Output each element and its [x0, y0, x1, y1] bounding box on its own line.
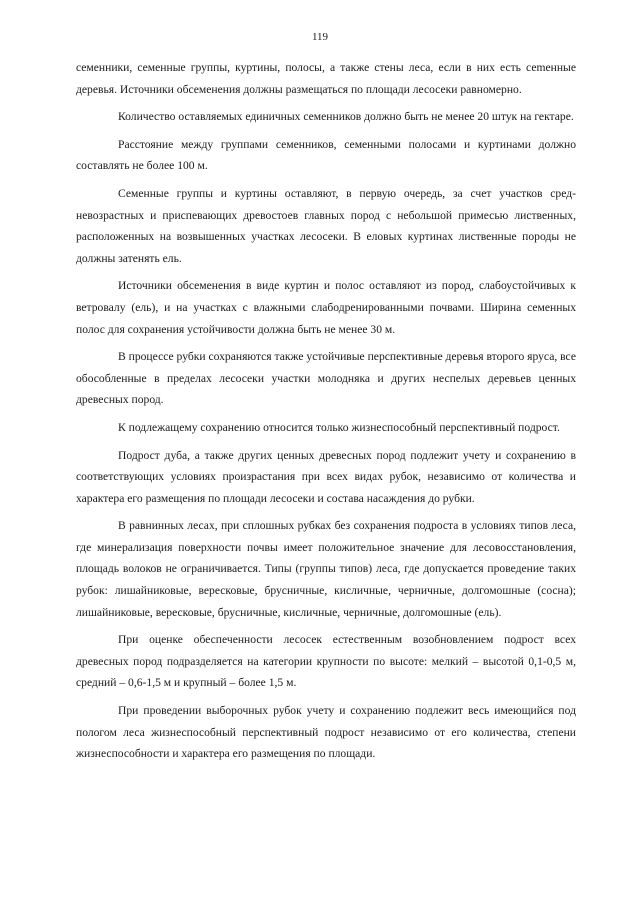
paragraph: При проведении выборочных рубок учету и сохранению подлежит весь имеющийся под пологом леса жизнеспособный перспективный подрост независимо от его количества, степени жизнеспособности и характера его размещения по площади. [76, 704, 576, 761]
paragraph: Подрост дуба, а также других ценных древесных пород подлежит учету и сохранению в соответствующих условиях произрастания при всех видах рубок, независимо от количества и характера его размещения по площади лесосеки и состава насаждения до рубки. [76, 448, 576, 505]
paragraph-continuation: семенники, семенные группы, куртины, полосы, а также стены леса, если в них есть сеmенные деревья. Источники обсеменения должны размещаться по площади лесосеки равномерно. [76, 61, 576, 96]
paragraph: В процессе рубки сохраняются также устойчивые перспективные деревья второго яруса, все обособленные в пределах лесосеки участки молодняка и других неспелых деревьев ценных древесных пород. [76, 350, 576, 407]
paragraph: Количество оставляемых единичных семенников должно быть не менее 20 штук на гектаре. [118, 110, 574, 124]
paragraph: При оценке обеспеченности лесосек естественным возобновлением подрост всех древесных пород подразделяется на категории крупности по высоте: мелкий – высотой 0,1-0,5 м, средний – 0,6-1,5 м и крупный – более 1,5 м. [76, 633, 576, 690]
paragraph: К подлежащему сохранению относится только жизнеспособный перспективный подрост. [118, 420, 560, 434]
paragraph: Источники обсеменения в виде куртин и полос оставляют из пород, слабоустойчивых к ветровалу (ель), и на участках с влажными слабодренированными почвами. Ширина семенных полос для сохранения устойчивости должна быть не менее 30 м. [76, 279, 576, 336]
paragraph: Расстояние между группами семенников, семенными полосами и куртинами должно составлять не более 100 м. [76, 137, 576, 173]
paragraph: Семенные группы и куртины оставляют, в первую очередь, за счет участков средневозрастных и приспевающих древостоев главных пород с небольшой примесью лиственных, расположенных на возвышенных участках лесосеки. В еловых куртинах лиственные породы не должны затенять ель. [76, 186, 576, 265]
paragraph: В равнинных лесах, при сплошных рубках без сохранения подроста в условиях типов леса, где минерализация поверхности почвы имеет положительное значение для лесовосстановления, площадь волоков не ограничивается. Типы (группы типов) леса, где допускается проведение таких рубок: лишайниковые, вересковые, брусничные, кисличные, черничные, долгомошные (сосна); лишайниковые, вересковые, брусничные, кисличные, черничные, долгомошные (ель). [76, 519, 576, 619]
document-body [76, 57, 576, 771]
page-number: 119 [311, 31, 329, 43]
